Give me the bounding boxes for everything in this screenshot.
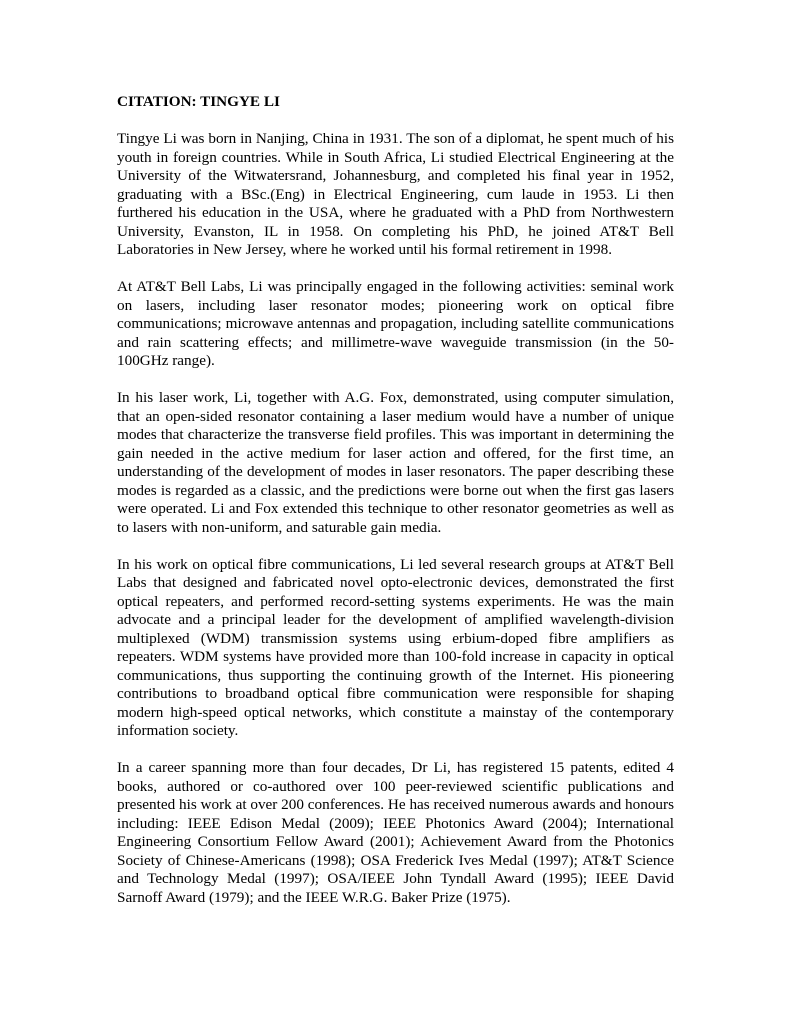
document-body bbox=[117, 93, 674, 926]
document-title: CITATION: TINGYE LI bbox=[117, 93, 280, 110]
paragraph-career-awards: In a career spanning more than four decades, Dr Li, has registered 15 patents, edited 4 books, authored or co-authored over 100 peer-reviewed scientific publications and presented his work at over 200 conferences. He has received numerous awards and honours including: IEEE Edison Medal (2009); IEEE Photonics Award (2004); International Engineering Consortium Fellow Award (2001); Achievement Award from the Photonics Society of Chinese-Americans (1998); OSA Frederick Ives Medal (1997); AT&T Science and Technology Medal (1997); OSA/IEEE John Tyndall Award (1995); IEEE David Sarnoff Award (1979); and the IEEE W.R.G. Baker Prize (1975). bbox=[117, 759, 674, 906]
paragraph-biography: Tingye Li was born in Nanjing, China in 1931. The son of a diplomat, he spent much of his youth in foreign countries. While in South Africa, Li studied Electrical Engineering at the University of the Witwatersrand, Johannesburg, and completed his final year in 1952, graduating with a BSc.(Eng) in Electrical Engineering, cum laude in 1953. Li then furthered his education in the USA, where he graduated with a PhD from Northwestern University, Evanston, IL in 1958. On completing his PhD, he joined AT&T Bell Laboratories in New Jersey, where he worked until his formal retirement in 1998. bbox=[117, 130, 674, 258]
paragraph-bell-labs-activities: At AT&T Bell Labs, Li was principally engaged in the following activities: seminal work on lasers, including laser resonator modes; pioneering work on optical fibre communications; microwave antennas and propagation, including satellite communications and rain scattering effects; and millimetre-wave waveguide transmission (in the 50-100GHz range). bbox=[117, 278, 674, 369]
paragraph-laser-work: In his laser work, Li, together with A.G. Fox, demonstrated, using computer simulation, that an open-sided resonator containing a laser medium would have a number of unique modes that characterize the transverse field profiles. This was important in determining the gain needed in the active medium for laser action and offered, for the first time, an understanding of the development of modes in laser resonators. The paper describing these modes is regarded as a classic, and the predictions were borne out when the first gas lasers were operated. Li and Fox extended this technique to other resonator geometries as well as to lasers with non-uniform, and saturable gain media. bbox=[117, 389, 674, 536]
paragraph-optical-fibre-work: In his work on optical fibre communications, Li led several research groups at AT&T Bell Labs that designed and fabricated novel opto-electronic devices, demonstrated the first optical repeaters, and performed record-setting systems experiments. He was the main advocate and a principal leader for the development of amplified wavelength-division multiplexed (WDM) transmission systems using erbium-doped fibre amplifiers as repeaters. WDM systems have provided more than 100-fold increase in capacity in optical communications, thus supporting the continuing growth of the Internet. His pioneering contributions to broadband optical fibre communication were responsible for shaping modern high-speed optical networks, which constitute a mainstay of the contemporary information society. bbox=[117, 555, 674, 739]
